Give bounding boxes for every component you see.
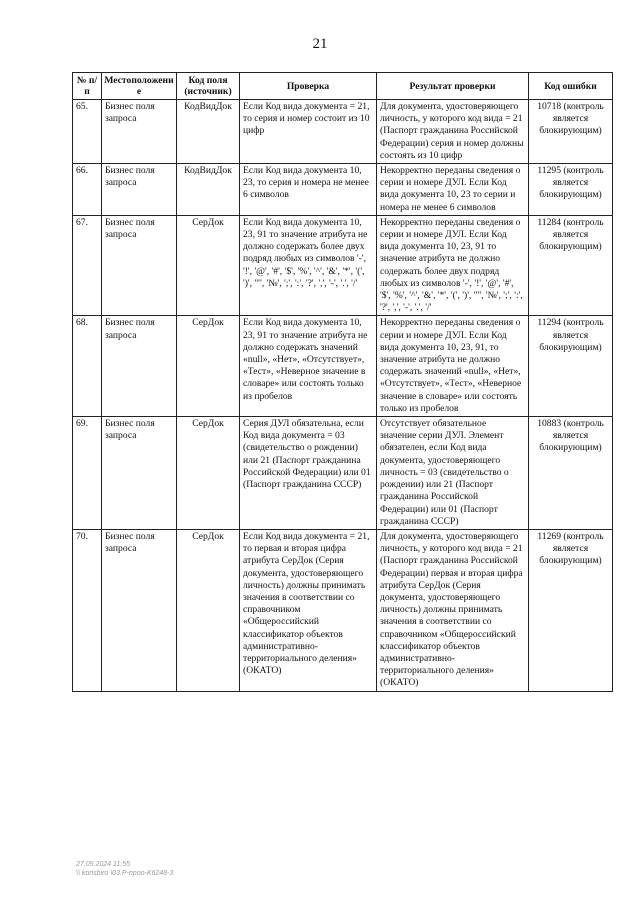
- page-number: 21: [312, 36, 328, 52]
- row-num: 68.: [73, 316, 102, 417]
- row-num: 65.: [73, 100, 102, 164]
- row-error-code: 10718 (контроль является блокирующим): [529, 100, 613, 164]
- table-row: [73, 316, 613, 417]
- row-num: 66.: [73, 164, 102, 216]
- header-error-code: Код ошибки: [529, 73, 613, 100]
- row-field-code: СерДок: [177, 316, 240, 417]
- row-result: Для документа, удостоверяющего личность, у которого код вида = 21 (Паспорт гражданина Российской Федерации) серия и номер должны состоять из 10 цифр: [377, 100, 529, 164]
- row-check: Если Код вида документа = 21, то серия и номер состоит из 10 цифр: [240, 100, 377, 164]
- row-check: Если Код вида документа 10, 23, то серия и номера не менее 6 символов: [240, 164, 377, 216]
- row-result: Некорректно переданы сведения о серии и номере ДУЛ. Если Код вида документа 10, 23 то серии и номера не менее 6 символов: [377, 164, 529, 216]
- table-row: [73, 100, 613, 164]
- row-result: Отсутствует обязательное значение серии ДУЛ. Элемент обязателен, если Код вида документа, удостоверяющего личность = 03 (свидетельство о рождении) или 21 (Паспорт гражданина Российской Федерации) или 01 (Паспорт гражданина СССР): [377, 417, 529, 530]
- row-location: Бизнес поля запроса: [102, 417, 177, 530]
- row-location: Бизнес поля запроса: [102, 215, 177, 316]
- row-error-code: 11295 (контроль является блокирующим): [529, 164, 613, 216]
- row-error-code: 11284 (контроль является блокирующим): [529, 215, 613, 316]
- footer-stamp-path: \\ konsbiro \03.P-npoo-K6248-3: [76, 870, 174, 877]
- table-header-row: [73, 73, 613, 100]
- row-field-code: СерДок: [177, 417, 240, 530]
- row-check: Если Код вида документа 10, 23, 91 то значение атрибута не должно содержать значений «null», «Нет», «Отсутствует», «Тест», «Неверное значение в словаре» или состоять только из пробелов: [240, 316, 377, 417]
- header-num: № п/п: [73, 73, 102, 100]
- row-error-code: 11269 (контроль является блокирующим): [529, 529, 613, 691]
- header-check: Проверка: [240, 73, 377, 100]
- row-location: Бизнес поля запроса: [102, 316, 177, 417]
- header-result: Результат проверки: [377, 73, 529, 100]
- table-row: [73, 529, 613, 691]
- row-location: Бизнес поля запроса: [102, 100, 177, 164]
- validation-table: [72, 72, 613, 692]
- table-row: [73, 164, 613, 216]
- footer-stamp: [76, 860, 173, 878]
- row-result: Некорректно переданы сведения о серии и номере ДУЛ. Если Код вида документа 10, 23, 91, то значение атрибута не должно содержать значений «null», «Нет», «Отсутствует», «Тест», «Неверное значение в словаре» или состоять только из пробелов: [377, 316, 529, 417]
- row-check: Если Код вида документа 10, 23, 91 то значение атрибута не должно содержать более двух подряд любых из символов '-', '!', '@', '#', '$', '%', '^', '&', '*', '(', ')', '"', '№', ';', ':', '?', ',', '-', '.', '/': [240, 215, 377, 316]
- row-location: Бизнес поля запроса: [102, 529, 177, 691]
- header-location: Местоположение: [102, 73, 177, 100]
- header-field-code: Код поля (источник): [177, 73, 240, 100]
- row-error-code: 10883 (контроль является блокирующим): [529, 417, 613, 530]
- row-field-code: КодВидДок: [177, 164, 240, 216]
- footer-stamp-date: 27.05.2024 11:55: [76, 861, 130, 868]
- row-location: Бизнес поля запроса: [102, 164, 177, 216]
- row-check: Серия ДУЛ обязательна, если Код вида документа = 03 (свидетельство о рождении) или 21 (Паспорт гражданина Российской Федерации) или 01 (Паспорт гражданина СССР): [240, 417, 377, 530]
- row-num: 67.: [73, 215, 102, 316]
- row-field-code: КодВидДок: [177, 100, 240, 164]
- row-error-code: 11294 (контроль является блокирующим): [529, 316, 613, 417]
- row-result: Для документа, удостоверяющего личность, у которого код вида = 21 (Паспорт гражданина Российской Федерации) первая и вторая цифра атрибута СерДок (Серия документа, удостоверяющего личность) должны принимать значения в соответствии со справочником «Общероссийский классификатор объектов административно-территориального деления» (ОКАТО): [377, 529, 529, 691]
- row-field-code: СерДок: [177, 529, 240, 691]
- row-field-code: СерДок: [177, 215, 240, 316]
- table-row: [73, 417, 613, 530]
- table-row: [73, 215, 613, 316]
- row-num: 70.: [73, 529, 102, 691]
- row-result: Некорректно переданы сведения о серии и номере ДУЛ. Если Код вида документа 10, 23, 91 то значение атрибута не должно содержать более двух подряд любых из символов '-', '!', '@', '#', '$', '%', '^', '&', '*', '(', ')', '"', '№', ';', ':', '?', ',', '-', '.', '/': [377, 215, 529, 316]
- row-check: Если Код вида документа = 21, то первая и вторая цифра атрибута СерДок (Серия документа, удостоверяющего личность) должны принимать значения в соответствии со справочником «Общероссийский классификатор объектов административно-территориального деления» (ОКАТО): [240, 529, 377, 691]
- row-num: 69.: [73, 417, 102, 530]
